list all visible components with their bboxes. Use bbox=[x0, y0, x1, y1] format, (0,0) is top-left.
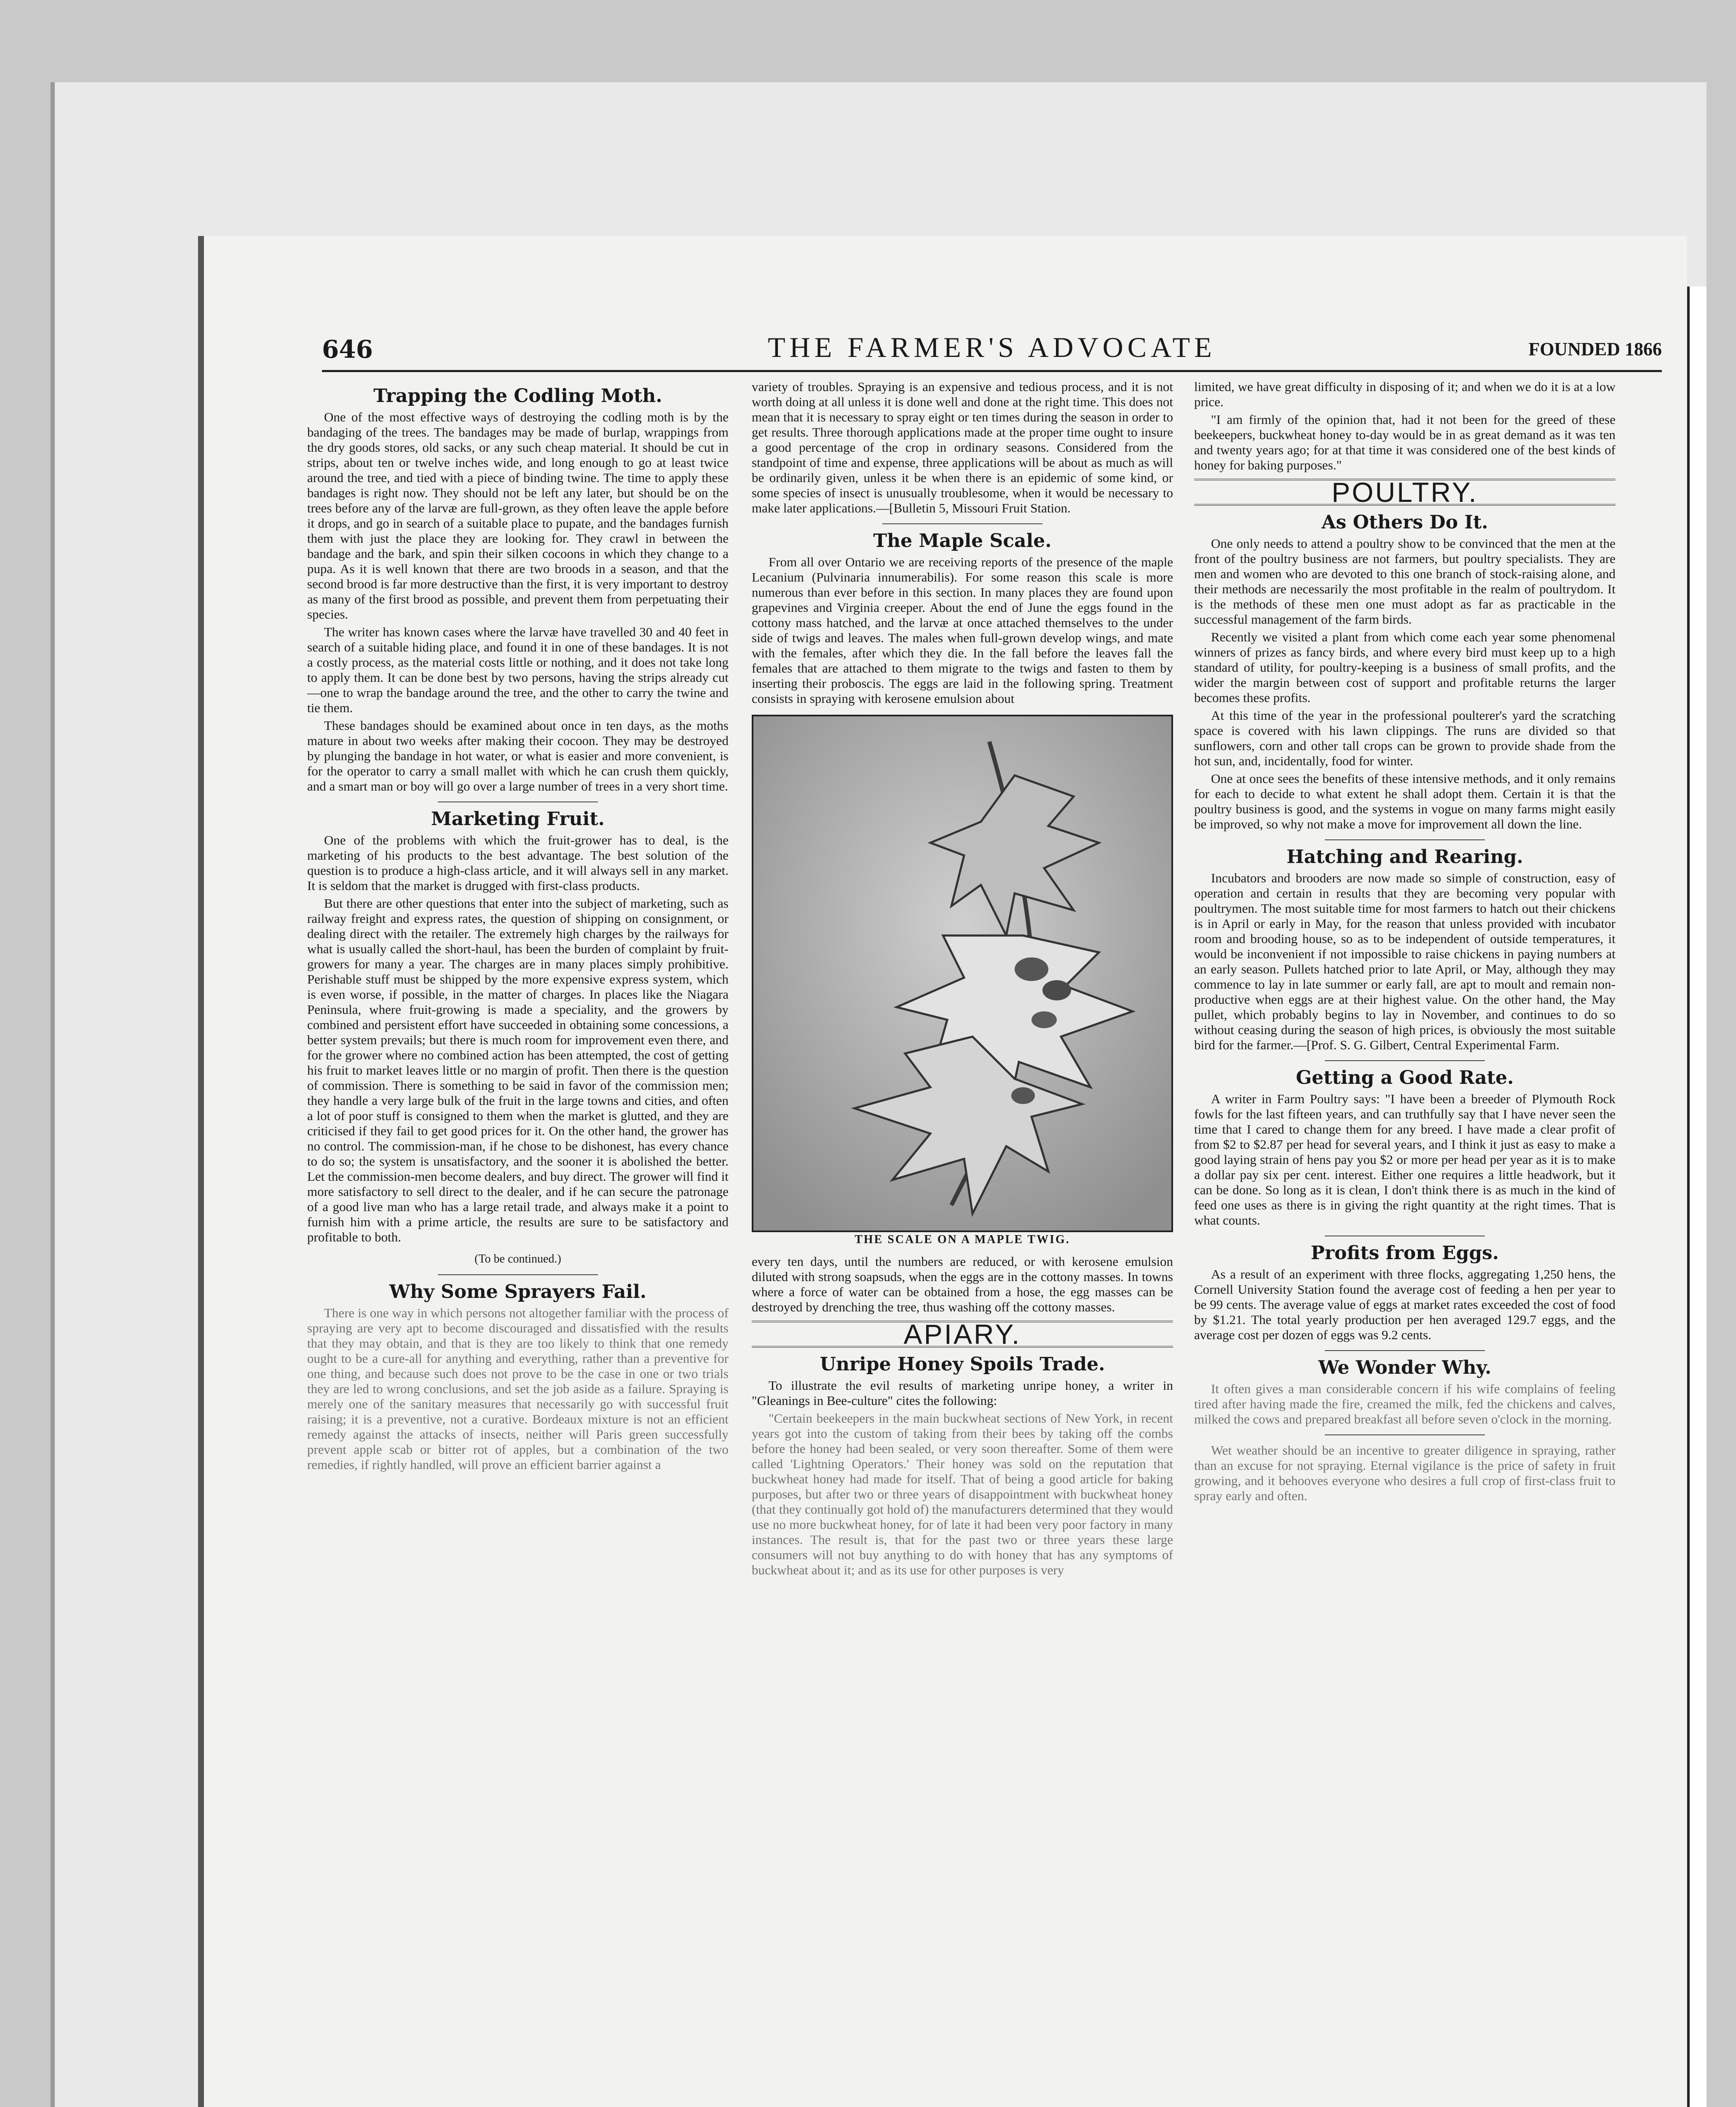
article-title-sprayers: Why Some Sprayers Fail. bbox=[389, 1281, 647, 1303]
paragraph: variety of troubles. Spraying is an expensive and tedious process, and it is not worth doing at all unless it is done well and done at the right time. This does not mean that it is necessary to spray eight or ten times during the season in order to get results. Three thorough applications made at the proper time ought to insure a good percentage of the crop in ordinary seasons. Considered from the standpoint of time and expense, three applications will be about as much as will be ordinarily given, unless it be when there is an epidemic of some kind, or some species of insect is unusually troublesome, when it would be necessary to make later applications.—[Bulletin 5, Missouri Fruit Station. bbox=[752, 379, 1173, 515]
paragraph: One only needs to attend a poultry show to be convinced that the men at the front of the poultry business are not farmers, but poultry specialists. They are men and women who are devoted to this one branch of stock-raising alone, and their methods are necessarily the most profitable in the realm of poultrydom. It is the methods of these men one must adopt as far as practicable in the successful management of the farm birds. bbox=[1194, 536, 1615, 627]
article-title-eggs: Profits from Eggs. bbox=[1310, 1242, 1499, 1264]
paragraph: One of the most effective ways of destroying the codling moth is by the bandaging of the trees. The bandages may be made of burlap, wrappings from the dry goods stores, old sacks, or any such cheap material. It should be cut in strips, about ten or twelve inches wide, and long enough to go at least twice around the tree, and tied with a piece of binding twine. The time to apply these bandages is right now. They should not be left any later, but should be on the trees before any of the larvæ are full-grown, as they often leave the apple before it drops, and go in search of a suitable place to pupate, and the bandages furnish them with just the place they are looking for. They crawl in between the bandage and the bark, and spin their silken cocoons in which they change to a pupa. As it is well known that there are two broods in a season, and that the second brood is far more destructive than the first, it is very important to destroy as many of the first brood as possible, and prevent them from perpetuating their species. bbox=[307, 410, 729, 622]
paragraph: Wet weather should be an incentive to greater diligence in spraying, rather than an excuse for not spraying. Eternal vigilance is the price of safety in fruit growing, and it behooves everyone who desires a full crop of first-class fruit to spray early and often. bbox=[1194, 1443, 1615, 1503]
quote-paragraph: "I am firmly of the opinion that, had it not been for the greed of these beekeepers, buckwheat honey to-day would be in as great demand as it was ten and twenty years ago; for at that time it was considered one of the best kinds of honey for baking purposes." bbox=[1194, 412, 1615, 472]
paragraph: Incubators and brooders are now made so simple of construction, easy of operation and certain in results that they are becoming very popular with poultrymen. The most suitable time for most farmers to hatch out their chickens is in April or early in May, for the reason that unless provided with incubator room and brooding house, so as to be independent of outside temperatures, it would be inconvenient if not impossible to raise chickens in paying numbers at an early season. Pullets hatched prior to late April, or May, although they may commence to lay in late summer or early fall, are apt to moult and remain non-productive when eggs are at their highest value. On the other hand, the May pullet, which probably begins to lay in November, and continues to do so without ceasing during the season of high prices, is obviously the most suitable bird for the farmer.—[Prof. S. G. Gilbert, Central Experimental Farm. bbox=[1194, 871, 1615, 1052]
column-middle bbox=[752, 379, 1173, 1580]
paragraph: "Certain beekeepers in the main buckwheat sections of New York, in recent years got into the custom of taking from their bees by taking off the combs before the honey had been sealed, or very soon thereafter. Some of them were called 'Lightning Operators.' Their honey was sold on the reputation that buckwheat honey had made for itself. That of being a good article for baking purposes, but after two or three years of disappointment with buckwheat honey (that they continually got hold of) the manufacturers determined that they would use no more buckwheat honey, for of late it had been very poor factory in many instances. The result is, that for the past two or three years these large consumers will not buy anything to do with honey that has any symptoms of buckwheat about it; and as its use for other purposes is very bbox=[752, 1411, 1173, 1577]
section-heading-poultry: POULTRY. bbox=[1194, 479, 1615, 506]
paragraph: A writer in Farm Poultry says: "I have been a breeder of Plymouth Rock fowls for the last fifteen years, and can truthfully say that I have never seen the time that I cared to change them for any breed. I have made a clear profit of from $2 to $2.87 per head for several years, and I think it just as easy to make a good laying strain of hens pay you $2 or more per head per year as it is to make a dollar pay six per cent. interest. Either one requires a little headwork, but it can be done. So long as it is clean, I don't think there is as much in the kind of feed one uses as there is in giving the right quantity at the right times. That is what counts. bbox=[1194, 1091, 1615, 1228]
maple-leaf-illustration bbox=[752, 715, 1173, 1232]
article-divider bbox=[882, 523, 1042, 524]
continued-note: (To be continued.) bbox=[474, 1252, 561, 1265]
paragraph: There is one way in which persons not altogether familiar with the process of spraying are very apt to become discouraged and dissatisfied with the results that they may obtain, and that is they are too likely to think that one remedy ought to be a cure-all for anything and everything, rather than a preventive for one thing, and because such does not prove to be the case in one or two trials they are led to wrong conclusions, and set the job aside as a failure. Spraying is merely one of the sanitary measures that necessarily go with successful fruit raising; it is a preventive, not a curative. Bordeaux mixture is not an efficient remedy against the attacks of insects, neither will Paris green successfully prevent apple scab or bitter rot of apples, but a combination of the two remedies, if rightly handled, will prove an efficient barrier against a bbox=[307, 1305, 729, 1472]
paragraph: As a result of an experiment with three flocks, aggregating 1,250 hens, the Cornell University Station found the average cost of feeding a hen per year to be 99 cents. The average value of eggs at market rates exceeded the cost of food by $1.21. The total yearly production per hen averaged 129.7 eggs, and the average cost per dozen of eggs was 9.2 cents. bbox=[1194, 1267, 1615, 1342]
section-heading-apiary: APIARY. bbox=[752, 1321, 1173, 1348]
article-title-maple: The Maple Scale. bbox=[873, 530, 1052, 552]
page-header bbox=[322, 331, 1662, 369]
column-right bbox=[1194, 379, 1615, 1506]
figure-caption: THE SCALE ON A MAPLE TWIG. bbox=[855, 1233, 1070, 1246]
article-title-others: As Others Do It. bbox=[1321, 512, 1488, 533]
paragraph: These bandages should be examined about once in ten days, as the moths mature in about two weeks after making their cocoon. They may be destroyed by plunging the bandage in hot water, or what is easier and more convenient, is for the operator to carry a small mallet with which he can crush them quickly, and a smart man or boy will go over a large number of trees in a very short time. bbox=[307, 718, 729, 793]
article-title-hatching: Hatching and Rearing. bbox=[1286, 846, 1523, 868]
article-title-rate: Getting a Good Rate. bbox=[1296, 1067, 1514, 1088]
paragraph: At this time of the year in the professional poulterer's yard the scratching space is covered with his lawn clippings. The runs are divided so that sunflowers, corn and other tall crops can be grown to provide shade from the hot sun, and, incidentally, food for winter. bbox=[1194, 708, 1615, 768]
paragraph: It often gives a man considerable concern if his wife complains of feeling tired after having made the fire, creamed the milk, fed the chickens and calves, milked the cows and prepared breakfast all before seven o'clock in the morning. bbox=[1194, 1381, 1615, 1426]
article-title-wonder: We Wonder Why. bbox=[1318, 1357, 1492, 1378]
founded-label: FOUNDED 1866 bbox=[1528, 339, 1662, 359]
article-divider bbox=[1325, 1434, 1485, 1435]
paragraph: From all over Ontario we are receiving reports of the presence of the maple Lecanium (Pulvinaria innumerabilis). For some reason this scale is more numerous than ever before in this section. In many places they are found upon grapevines and Virginia creeper. About the end of June the eggs found in the cottony mass hatched, and the larvæ at once attached themselves to the under side of twigs and leaves. The males when full-grown develop wings, and mate with the females, after which they die. In the fall before the leaves fall the females that are attached to them migrate to the twigs and fasten to them by inserting their proboscis. The eggs are laid in the following spring. Treatment consists in spraying with kerosene emulsion about bbox=[752, 555, 1173, 706]
paragraph: Recently we visited a plant from which come each year some phenomenal winners of prizes as fancy birds, and where every bird must keep up to a high standard of utility, for poultry-keeping is a business of small profits, and the wider the margin between cost of support and profitable returns the larger becomes these profits. bbox=[1194, 630, 1615, 705]
newspaper-page bbox=[198, 236, 1687, 2107]
masthead: THE FARMER'S ADVOCATE bbox=[768, 331, 1216, 363]
paragraph: One of the problems with which the fruit-grower has to deal, is the marketing of his products to the best advantage. The best solution of the question is to produce a high-class article, and it will always sell in any market. It is seldom that the market is drugged with first-class products. bbox=[307, 833, 729, 893]
article-divider bbox=[1325, 1350, 1485, 1351]
page-number: 646 bbox=[322, 335, 373, 364]
article-divider bbox=[1325, 839, 1485, 840]
page-edge bbox=[1687, 287, 1707, 2107]
header-rule bbox=[322, 370, 1662, 372]
article-divider bbox=[1325, 1060, 1485, 1061]
paragraph: The writer has known cases where the larvæ have travelled 30 and 40 feet in search of a suitable hiding place, and found it in one of these bandages. It is not a costly process, as the material costs little or nothing, and it does not take long to apply them. It can be done best by two persons, having the strips already cut—one to wrap the bandage around the tree, and the other to carry the twine and tie them. bbox=[307, 625, 729, 715]
column-left bbox=[307, 379, 729, 1475]
paragraph: every ten days, until the numbers are reduced, or with kerosene emulsion diluted with strong soapsuds, when the eggs are in the cottony masses. In towns where a force of water can be obtained from a hose, the egg masses can be destroyed by drenching the tree, thus washing off the cottony masses. bbox=[752, 1254, 1173, 1314]
article-divider bbox=[438, 1274, 598, 1275]
paragraph: One at once sees the benefits of these intensive methods, and it only remains for each to decide to what extent he shall adopt them. Certain it is that the poultry business is good, and the systems in vogue on many farms might easily be improved, so why not make a move for improvement all down the line. bbox=[1194, 771, 1615, 831]
article-title-marketing: Marketing Fruit. bbox=[431, 808, 605, 830]
maple-twig-figure bbox=[752, 715, 1173, 1247]
paragraph: But there are other questions that enter into the subject of marketing, such as railway freight and express rates, the question of shipping on consignment, or dealing direct with the retailer. The extremely high charges by the railways for what is usually called the short-haul, has been the burden of complaint by fruit-growers for many a year. The charges are in many places simply prohibitive. Perishable stuff must be shipped by the more expensive express system, which is even worse, if possible, in the matter of charges. In places like the Niagara Peninsula, where fruit-growing is made a speciality, and the growers by combined and persistent effort have succeeded in obtaining some concessions, a better system prevails; but there is much room for improvement even there, and for the grower where no combined action has been attempted, the cost of getting his fruit to market leaves little or no margin of profit. Then there is the question of commission. There is something to be said in favor of the commission men; they handle a very large bulk of the fruit in the large towns and cities, and often a lot of poor stuff is consigned to them when the market is glutted, and they are criticised if they fail to get good prices for it. On the other hand, the grower has no control. The commission-man, if he chose to be dishonest, has every chance to do so; the system is unsatisfactory, and the sooner it is abolished the better. Let the commission-men become dealers, and buy direct. The grower will find it more satisfactory to sell direct to the dealer, and if he can secure the patronage of a good live man who has a large retail trade, and always make it a point to furnish him with a prime article, the results are sure to be satisfactory and profitable to both. bbox=[307, 896, 729, 1244]
article-title-honey: Unripe Honey Spoils Trade. bbox=[820, 1354, 1105, 1375]
article-title-codling: Trapping the Codling Moth. bbox=[373, 385, 662, 407]
paragraph: To illustrate the evil results of marketing unripe honey, a writer in "Gleanings in Bee-culture" cites the following: bbox=[752, 1378, 1173, 1408]
paragraph: limited, we have great difficulty in disposing of it; and when we do it is at a low price. bbox=[1194, 379, 1615, 409]
